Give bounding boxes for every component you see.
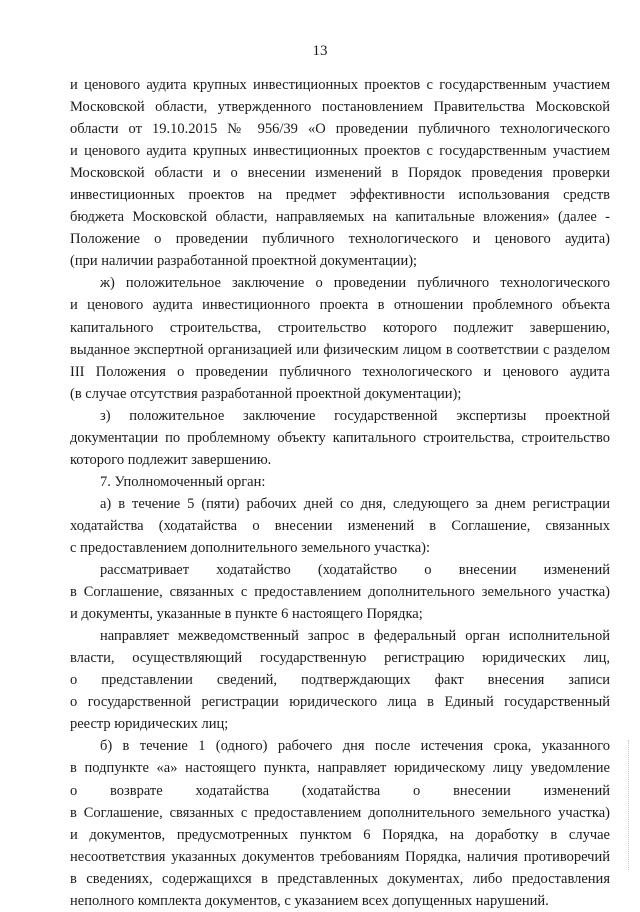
text-line: (при наличии разработанной проектной документации); xyxy=(70,253,418,270)
text-line: несоответствия указанных документов требованиям Порядка, наличия противоречий xyxy=(70,848,610,865)
text-line: Положение о проведении публичного технологического и ценового аудита) xyxy=(70,231,610,248)
text-line: неполного комплекта документов, с указанием всех допущенных нарушений. xyxy=(70,892,549,909)
text-line: 7. Уполномоченный орган: xyxy=(100,473,266,490)
text-line: в Соглашение, связанных с предоставлением дополнительного земельного участка) xyxy=(70,804,610,821)
text-line: и ценового аудита крупных инвестиционных проектов с государственным участием xyxy=(70,77,610,93)
text-line: в сведениях, содержащихся в представленных документах, либо предоставления xyxy=(70,870,610,887)
text-line: области от 19.10.2015 № 956/39 «О проведении публичного технологического xyxy=(70,121,610,138)
text-line: б) в течение 1 (одного) рабочего дня после истечения срока, указанного xyxy=(100,738,610,755)
text-line: о возврате ходатайства (ходатайства о внесении изменений xyxy=(70,782,610,799)
text-line: (в случае отсутствия разработанной проектной документации); xyxy=(70,385,462,402)
text-line: инвестиционных проектов на предмет эффективности использования средств xyxy=(70,187,610,204)
text-line: Московской области, утвержденного постановлением Правительства Московской xyxy=(70,99,610,116)
text-line: власти, осуществляющий государственную регистрацию юридических лиц, xyxy=(70,650,610,667)
text-line: бюджета Московской области, направляемых на капитальные вложения» (далее - xyxy=(70,209,610,226)
text-line: в подпункте «а» настоящего пункта, направляет юридическому лицу уведомление xyxy=(70,760,610,777)
scan-edge-mark xyxy=(628,740,630,870)
text-line: выданное экспертной организацией или физическим лицом в соответствии с разделом xyxy=(70,341,610,358)
document-body xyxy=(70,74,610,912)
text-line: и ценового аудита инвестиционного проекта в отношении проблемного объекта xyxy=(70,297,610,314)
text-line: а) в течение 5 (пяти) рабочих дней со дня, следующего за днем регистрации xyxy=(100,495,610,512)
text-line: в Соглашение, связанных с предоставлением дополнительного земельного участка) xyxy=(70,584,610,601)
text-line: и документы, указанные в пункте 6 настоящего Порядка; xyxy=(70,606,423,623)
text-line: которого подлежит завершению. xyxy=(70,451,272,468)
page-number: 13 xyxy=(312,43,328,59)
text-line: III Положения о проведении публичного технологического и ценового аудита xyxy=(70,363,610,380)
text-line: и документов, предусмотренных пунктом 6 Порядка, на доработку в случае xyxy=(70,826,610,843)
text-line: ходатайства (ходатайства о внесении изменений в Соглашение, связанных xyxy=(70,517,610,534)
text-line: с предоставлением дополнительного земельного участка): xyxy=(70,539,431,556)
text-line: капитального строительства, строительство которого подлежит завершению, xyxy=(70,319,610,336)
text-line: рассматривает ходатайство (ходатайство о внесении изменений xyxy=(100,562,610,579)
text-line: ж) положительное заключение о проведении публичного технологического xyxy=(100,275,610,292)
text-line: о государственной регистрации юридического лица в Единый государственный xyxy=(70,694,610,711)
text-line: Московской области и о внесении изменений в Порядок проведения проверки xyxy=(70,165,610,182)
text-line: з) положительное заключение государственной экспертизы проектной xyxy=(100,407,610,424)
text-line: и ценового аудита крупных инвестиционных проектов с государственным участием xyxy=(70,143,610,160)
text-line: направляет межведомственный запрос в федеральный орган исполнительной xyxy=(100,628,610,645)
text-line: о представлении сведений, подтверждающих факт внесения записи xyxy=(70,672,610,689)
text-line: документации по проблемному объекту капитального строительства, строительство xyxy=(70,429,610,446)
text-line: реестр юридических лиц; xyxy=(70,716,229,733)
